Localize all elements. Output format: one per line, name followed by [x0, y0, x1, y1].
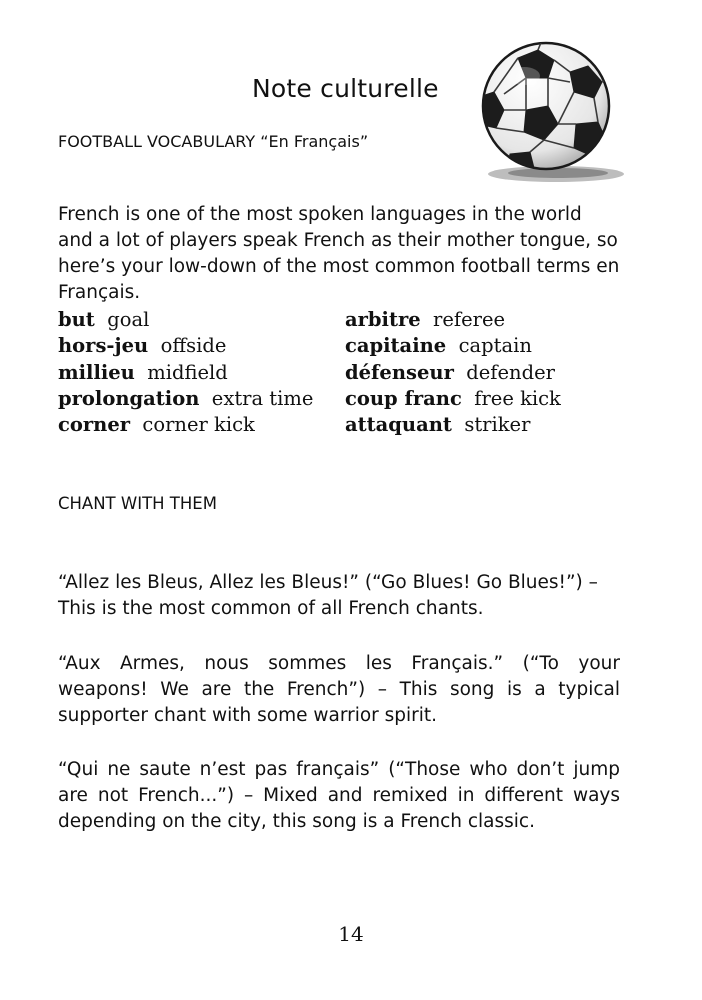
page-subtitle: FOOTBALL VOCABULARY “En Français”: [58, 132, 369, 151]
vocab-term-english: midfield: [147, 360, 228, 384]
vocab-row: [345, 412, 561, 438]
vocab-term-french: prolongation: [58, 386, 200, 410]
chant-paragraph: “Aux Armes, nous sommes les Français.” (“To your weapons! We are the French”) – This song is a typical supporter chant with some warrior spirit.: [58, 653, 620, 726]
vocab-term-english: extra time: [211, 386, 314, 410]
vocab-term-english: captain: [458, 334, 532, 358]
chant-paragraph: “Allez les Bleus, Allez les Bleus!” (“Go Blues! Go Blues!”) – This is the most common of all French chants.: [58, 572, 598, 619]
page-title: Note culturelle: [252, 74, 439, 103]
vocab-row: [58, 333, 313, 359]
chant-paragraph: “Qui ne saute n’est pas français” (“Those who don’t jump are not French...”) – Mixed and remixed in different ways depending on the city, this song is a French classic.: [58, 759, 620, 832]
vocab-term-french: coup franc: [345, 386, 462, 410]
vocab-term-english: goal: [107, 308, 150, 331]
vocab-term-english: striker: [464, 413, 531, 437]
vocab-term-french: hors-jeu: [58, 334, 149, 358]
vocab-term-french: corner: [58, 413, 131, 437]
section-heading-chants: CHANT WITH THEM: [58, 494, 217, 513]
vocab-row: [58, 307, 313, 333]
vocab-term-french: défenseur: [345, 360, 454, 384]
vocab-row: [345, 307, 561, 333]
vocabulary-list-left: [58, 307, 313, 438]
vocab-row: [345, 360, 561, 386]
vocab-term-french: millieu: [58, 360, 135, 384]
vocab-term-english: corner kick: [142, 413, 255, 437]
intro-paragraph: French is one of the most spoken languages in the world and a lot of players speak French as their mother tongue, so here’s your low-down of the most common football terms en Français.: [58, 204, 620, 303]
vocab-term-english: free kick: [474, 386, 561, 410]
vocab-term-french: arbitre: [345, 308, 421, 331]
vocab-term-french: capitaine: [345, 334, 447, 358]
vocab-row: [58, 360, 313, 386]
vocab-term-english: offside: [160, 334, 227, 358]
vocab-term-french: but: [58, 308, 95, 331]
page-number: 14: [338, 922, 364, 946]
vocab-row: [345, 333, 561, 359]
vocab-term-english: referee: [433, 308, 506, 331]
vocabulary-list-right: [345, 307, 561, 438]
soccer-ball-icon: [466, 36, 628, 192]
vocab-row: [58, 386, 313, 412]
vocab-term-english: defender: [466, 360, 555, 384]
vocab-term-french: attaquant: [345, 413, 452, 437]
vocab-row: [58, 412, 313, 438]
vocab-row: [345, 386, 561, 412]
